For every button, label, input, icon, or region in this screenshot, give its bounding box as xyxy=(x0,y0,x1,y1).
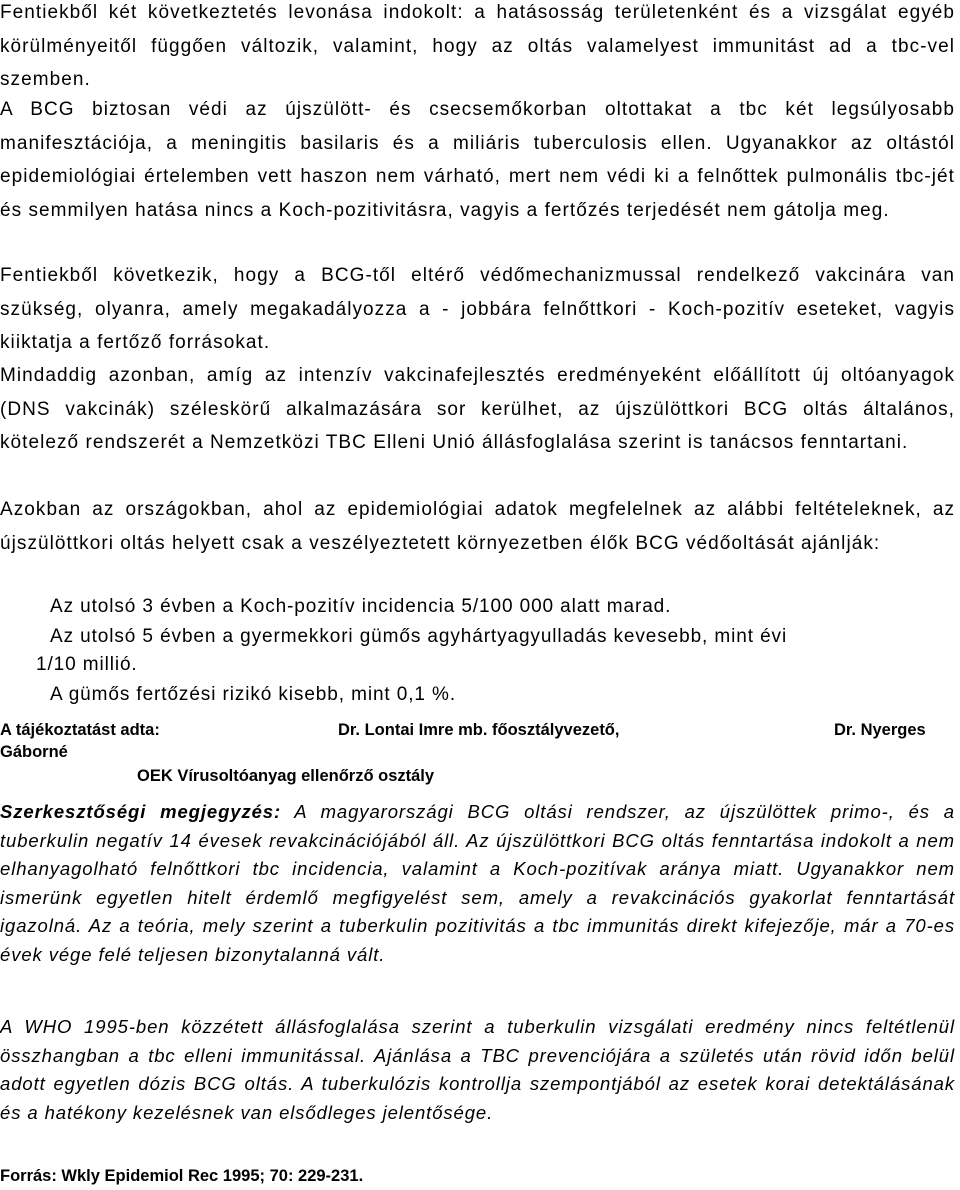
paragraph-maintain-bcg: Mindaddig azonban, amíg az intenzív vakcinafejlesztés eredményeként előállított új oltóanyagok (DNS vakcinák) széleskörű alkalmazására sor kerülhet, az újszülöttkori BCG oltás általános, kötelező rendszerét a Nemzetközi TBC Elleni Unió állásfoglalása szerint is tanácsos fenntartani. xyxy=(0,365,955,453)
attribution-person-nyerges: Dr. Nyerges xyxy=(834,721,926,739)
paragraph-recommendation: Azokban az országokban, ahol az epidemiológiai adatok megfelelnek az alábbi feltételeknek, az újszülöttkori oltás helyett csak a veszélyeztetett környezetben élők BCG védőoltását ajánlják: xyxy=(0,499,955,554)
condition-item: Az utolsó 3 évben a Koch-pozitív incidencia 5/100 000 alatt marad. xyxy=(50,596,672,617)
paragraph-bcg-protection: A BCG biztosan védi az újszülött- és csecsemőkorban oltottakat a tbc két legsúlyosabb manifesztációja, a meningitis basilaris és a miliáris tuberculosis ellen. Ugyanakkor az oltástól epidemiológiai értelemben vett haszon nem várható, mert nem védi ki a felnőttek pulmonális tbc-jét és semmilyen hatása nincs a Koch-pozitivitásra, vagyis a fertőzés terjedését nem gátolja meg. xyxy=(0,99,955,221)
attribution-person-nyerges-continued: Gáborné xyxy=(0,743,68,761)
attribution-label: A tájékoztatást adta: xyxy=(0,721,160,739)
paragraph-new-vaccine-need: Fentiekből következik, hogy a BCG-től eltérő védőmechanizmussal rendelkező vakcinára van szükség, olyanra, amely megakadályozza a - jobbára felnőttkori - Koch-pozitív eseteket, vagyis kiiktatja a fertőző forrásokat. xyxy=(0,265,955,353)
source-citation: Forrás: Wkly Epidemiol Rec 1995; 70: 229-231. xyxy=(0,1167,364,1185)
condition-item: Az utolsó 5 évben a gyermekkori gümős agyhártyagyulladás kevesebb, mint évi xyxy=(50,626,788,647)
attribution-person-lontai: Dr. Lontai Imre mb. főosztályvezető, xyxy=(338,721,620,739)
editorial-text: A magyarországi BCG oltási rendszer, az újszülöttek primo-, és a tuberkulin negatív 14 évesek revakcinációjából áll. Az újszülöttkori BCG oltás fenntartása indokolt a nem elhanyagolható felnőttkori tbc incidencia, valamint a Koch-pozitívak aránya miatt. Ugyanakkor nem ismerünk egyetlen hitelt érdemlő megfigyelést sem, amely a revakcinációs gyakorlat fenntartását igazolná. Az a teória, mely szerint a tuberkulin pozitivitás a tbc immunitás direkt kifejezője, már a 70-es évek vége felé teljesen bizonytalanná vált. xyxy=(0,801,955,965)
editorial-note xyxy=(0,798,955,969)
paragraph-conclusions: Fentiekből két következtetés levonása indokolt: a hatásosság területenként és a vizsgálat egyéb körülményeitől függően változik, valamint, hogy az oltás valamelyest immunitást ad a tbc-vel szemben. xyxy=(0,2,955,90)
attribution-department: OEK Vírusoltóanyag ellenőrző osztály xyxy=(137,767,435,785)
editorial-who-note: A WHO 1995-ben közzétett állásfoglalása szerint a tuberkulin vizsgálati eredmény nincs feltétlenül összhangban a tbc elleni immunitással. Ajánlása a TBC prevenciójára a születés után rövid időn belül adott egyetlen dózis BCG oltás. A tuberkulózis kontrollja szempontjából az esetek korai detektálásának és a hatékony kezelésnek van elsődleges jelentősége. xyxy=(0,1016,955,1123)
condition-item: A gümős fertőzési rizikó kisebb, mint 0,1 %. xyxy=(50,684,457,705)
editorial-label: Szerkesztőségi megjegyzés: xyxy=(0,801,282,822)
condition-item-continuation: 1/10 millió. xyxy=(36,654,138,675)
